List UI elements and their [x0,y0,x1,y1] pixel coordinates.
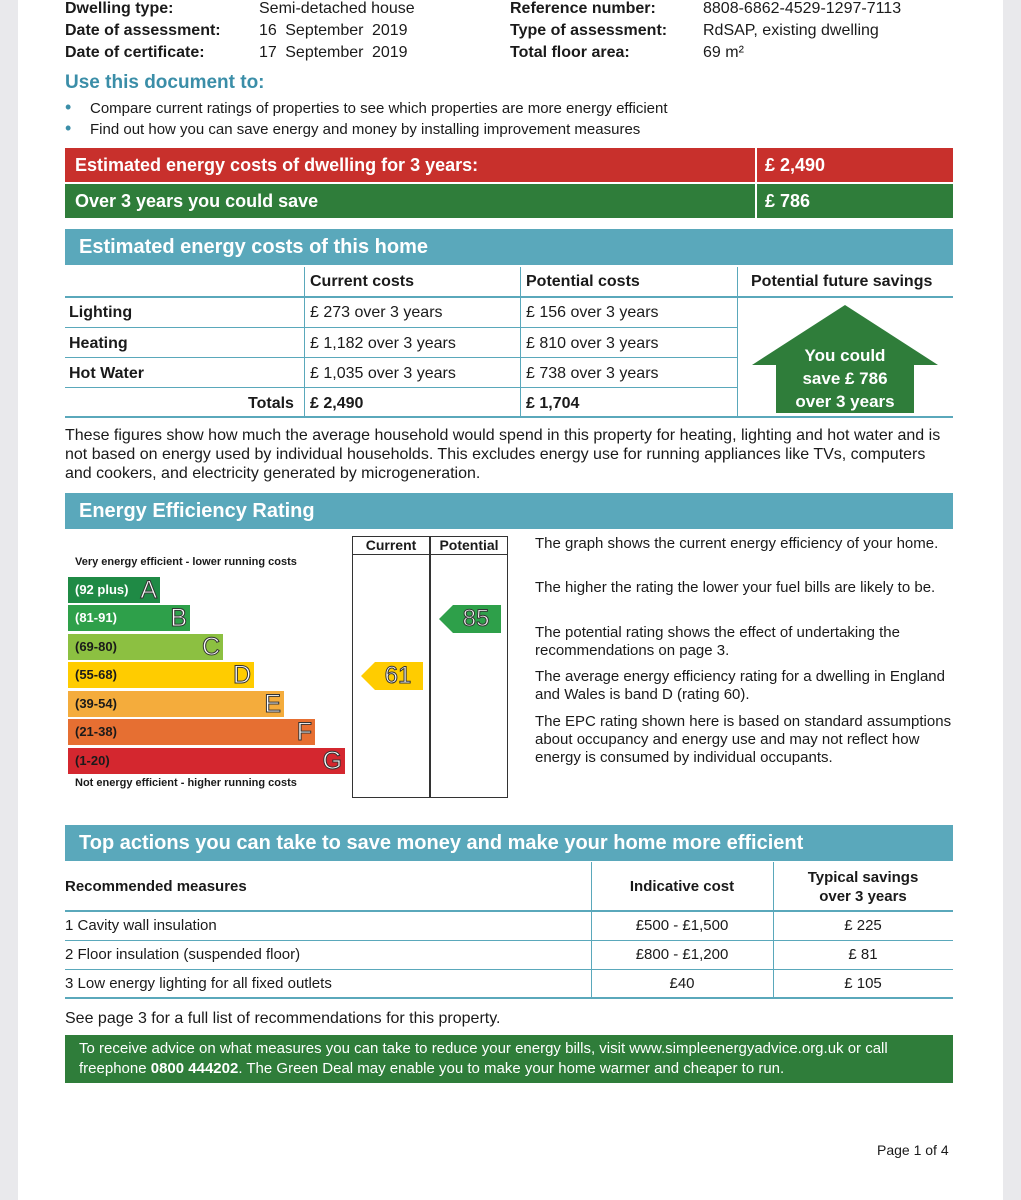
band-c: (69-80) C [68,634,223,660]
col-recommended-measures: Recommended measures [65,878,247,895]
potential-rating-value: 85 [462,605,490,632]
col-potential-costs: Potential costs [526,273,640,290]
col-indicative-cost: Indicative cost [629,878,735,895]
row-heating-potential: £ 810 over 3 years [526,335,659,352]
value-floor-area: 69 m² [703,44,744,61]
value-date-assessment: 16 September 2019 [259,22,408,39]
row-heating-label: Heating [69,335,128,352]
band-f: (21-38) F [68,719,315,745]
rating-top-caption: Very energy efficient - lower running costs [75,556,297,568]
row-lighting-potential: £ 156 over 3 years [526,304,659,321]
row-hotwater-label: Hot Water [69,365,144,382]
measure-cost: £40 [669,975,695,992]
measure-cost: £500 - £1,500 [635,917,729,934]
rating-paragraph: The higher the rating the lower your fuel bills are likely to be. [535,579,936,596]
col-typical-savings: Typical savings over 3 years [807,869,919,905]
section-heading-energy-costs: Estimated energy costs of this home [65,229,953,265]
rating-paragraph: The average energy efficiency rating for a dwelling in England and Wales is band D (rating 60). [535,668,945,703]
row-hotwater-potential: £ 738 over 3 years [526,365,659,382]
use-document-bullet: Find out how you can save energy and money by installing improvement measures [90,121,641,138]
measure-saving: £ 81 [848,946,878,963]
use-document-bullet: Compare current ratings of properties to see which properties are more energy efficient [90,100,668,117]
could-save-bar [65,184,953,218]
estimated-cost-value: £ 2,490 [765,155,826,175]
estimated-cost-label: Estimated energy costs of dwelling for 3 years: [75,155,479,175]
band-a: (92 plus) A [68,577,160,603]
row-heating-current: £ 1,182 over 3 years [310,335,456,352]
measure-row: 1 Cavity wall insulation [65,917,217,934]
label-date-assessment: Date of assessment: [65,22,221,39]
totals-potential: £ 1,704 [526,395,580,412]
measure-row: 2 Floor insulation (suspended floor) [65,946,301,963]
band-e: (39-54) E [68,691,284,717]
bullet-icon: • [65,97,72,117]
bullet-icon: • [65,118,72,138]
row-hotwater-current: £ 1,035 over 3 years [310,365,456,382]
costs-explanation: These figures show how much the average household would spend in this property for heating, lighting and hot water and is not based on energy used by individual households. This excludes energy use for running appliances like TVs, computers and cookers, and electricity generated by microgeneration. [65,427,941,482]
measure-cost: £800 - £1,200 [635,946,729,963]
label-type-assessment: Type of assessment: [510,22,668,39]
page-number: Page 1 of 4 [877,1142,949,1158]
estimated-cost-bar [65,148,953,182]
section-heading-top-actions: Top actions you can take to save money and make your home more efficient [65,825,953,861]
label-reference: Reference number: [510,0,656,17]
measure-saving: £ 105 [844,975,882,992]
rating-paragraph: The potential rating shows the effect of undertaking the recommendations on page 3. [535,624,900,659]
current-rating-value: 61 [384,662,412,689]
row-lighting-label: Lighting [69,304,133,321]
see-page-note: See page 3 for a full list of recommendations for this property. [65,1010,501,1027]
value-dwelling-type: Semi-detached house [259,0,415,17]
rating-col-current: Current [365,537,417,553]
row-lighting-current: £ 273 over 3 years [310,304,443,321]
value-type-assessment: RdSAP, existing dwelling [703,22,879,39]
col-future-savings: Potential future savings [751,273,933,290]
label-date-certificate: Date of certificate: [65,44,205,61]
rating-paragraph: The graph shows the current energy efficiency of your home. [535,535,939,552]
col-current-costs: Current costs [310,273,415,290]
rating-col-potential: Potential [439,537,499,553]
epc-page [18,0,1003,1200]
measure-saving: £ 225 [844,917,882,934]
label-floor-area: Total floor area: [510,44,630,61]
band-b: (81-91) B [68,605,190,631]
advice-banner: To receive advice on what measures you can take to reduce your energy bills, visit www.simpleenergyadvice.org.uk or call freephone 0800 444202. The Green Deal may enable you to make your home warmer and cheaper to run. [65,1035,953,1083]
rating-paragraph: The EPC rating shown here is based on standard assumptions about occupancy and energy use and may not reflect how energy is consumed by individual occupants. [535,713,952,766]
use-document-heading: Use this document to: [65,72,265,93]
totals-label: Totals [248,395,294,412]
measure-row: 3 Low energy lighting for all fixed outlets [65,975,332,992]
totals-current: £ 2,490 [310,395,364,412]
value-date-certificate: 17 September 2019 [259,44,408,61]
section-heading-efficiency: Energy Efficiency Rating [65,493,953,529]
rating-bottom-caption: Not energy efficient - higher running costs [75,777,297,789]
could-save-value: £ 786 [765,191,811,211]
could-save-label: Over 3 years you could save [75,191,319,211]
house-savings-text: You could save £ 786 over 3 years [795,346,895,411]
value-reference: 8808-6862-4529-1297-7113 [703,0,902,17]
label-dwelling-type: Dwelling type: [65,0,174,17]
band-d: (55-68) D [68,662,254,688]
band-g: (1-20) G [68,748,345,774]
